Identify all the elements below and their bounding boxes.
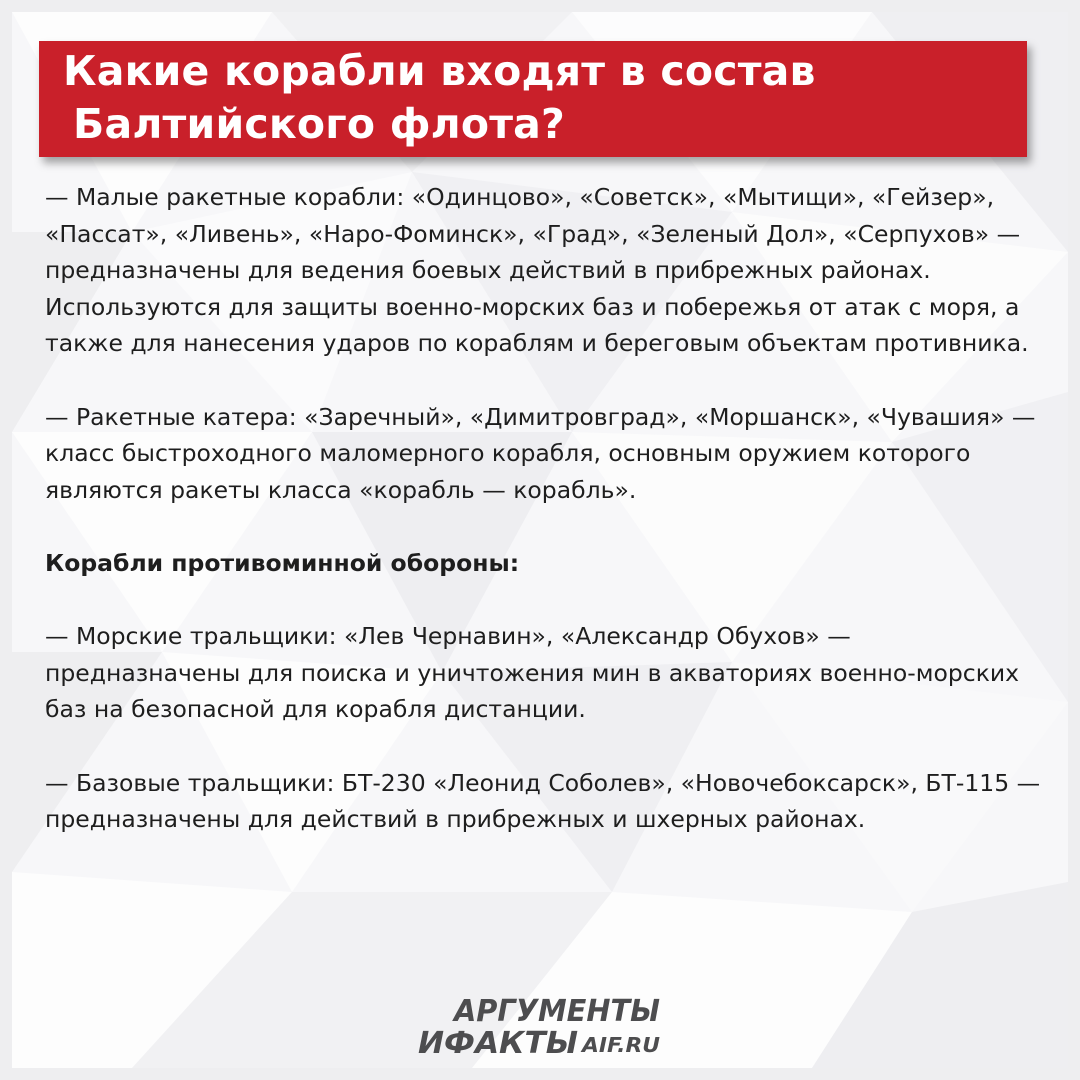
article-body <box>45 179 1045 874</box>
title-line-1: Какие корабли входят в состав <box>63 47 816 95</box>
title-line-2: Балтийского флота? <box>73 100 566 148</box>
infographic-card <box>12 12 1068 1068</box>
paragraph-sea-minesweepers: — Морские тральщики: «Лев Чернавин», «Александр Обухов» — предназначены для поиска и уничтожения мин в акваториях военно-морских баз на безопасной для корабля дистанции. <box>45 622 1020 724</box>
logo-site: AIF.RU <box>579 1033 660 1057</box>
logo-text-line-1: АРГУМЕНТЫ <box>452 994 660 1029</box>
paragraph-small-missile-ships: — Малые ракетные корабли: «Одинцово», «Советск», «Мытищи», «Гейзер», «Пассат», «Ливень», «Наро-Фоминск», «Град», «Зеленый Дол», «Серпухов» — предназначены для ведения боевых действий в прибрежных районах. Используются для защиты военно-морских баз и побережья от атак с моря, а также для нанесения ударов по кораблям и береговым объектам противника. <box>45 183 1029 358</box>
paragraph-missile-boats: — Ракетные катера: «Заречный», «Димитровград», «Моршанск», «Чувашия» — класс быстроходного маломерного корабля, основным оружием которого являются ракеты класса «корабль — корабль». <box>45 402 1036 504</box>
paragraph-base-minesweepers: — Базовые тральщики: БТ-230 «Леонид Соболев», «Новочебоксарск», БТ-115 — предназначены для действий в прибрежных и шхерных районах. <box>45 768 1041 834</box>
title-banner <box>39 41 1027 157</box>
logo-text-line-2: ИФАКТЫ <box>418 1026 578 1059</box>
aif-logo <box>416 989 666 1059</box>
section-heading-mine-countermeasures: Корабли противоминной обороны: <box>45 548 520 577</box>
